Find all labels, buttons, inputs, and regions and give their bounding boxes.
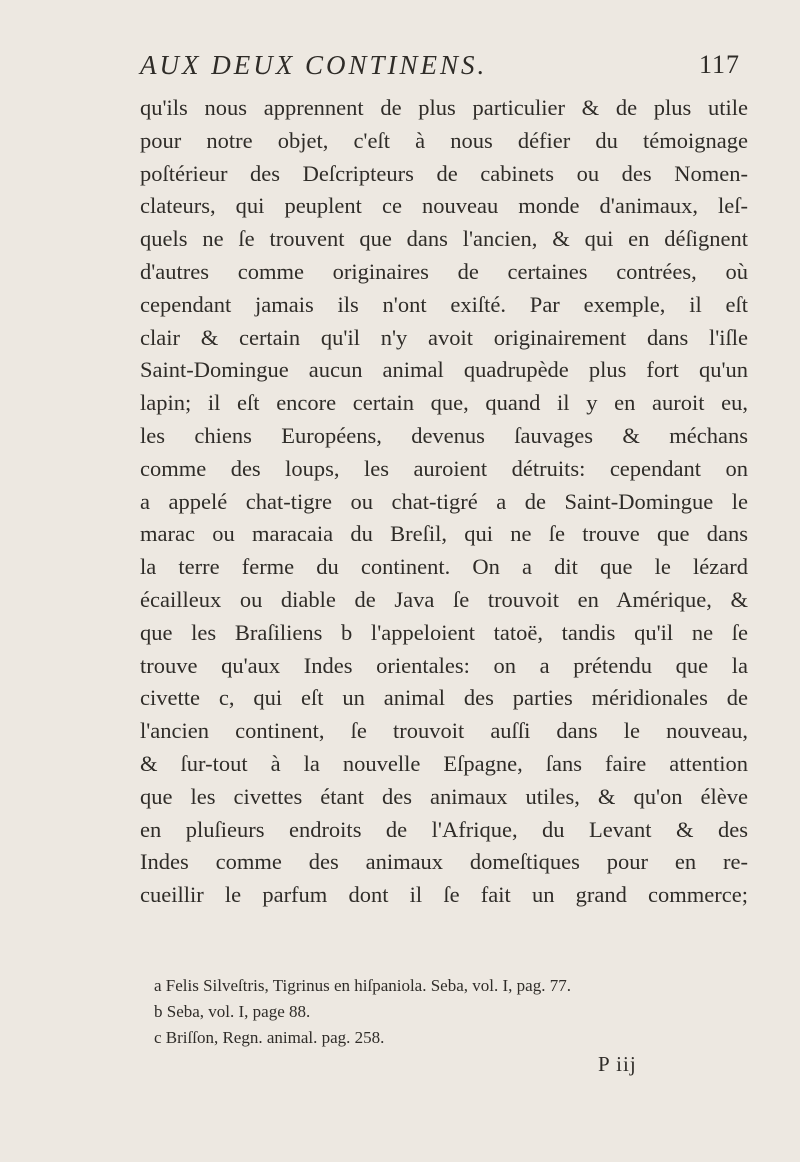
footnote-c: c Briſſon, Regn. animal. pag. 258. (154, 1028, 385, 1047)
text-line: civette c, qui eſt un animal des parties méridionales de (140, 685, 748, 711)
text-line: trouve qu'aux Indes orientales: on a prétendu que la (140, 652, 748, 678)
signature-mark: P iij (598, 1052, 637, 1076)
text-line: Saint-Domingue aucun animal quadrupède plus fort qu'un (140, 357, 748, 383)
text-line: marac ou maracaia du Breſil, qui ne ſe trouve que dans (140, 521, 748, 547)
text-line: que les Braſiliens b l'appeloient tatoë, tandis qu'il ne ſe (140, 619, 748, 645)
text-line: cueillir le parfum dont il ſe fait un grand commerce; (140, 882, 748, 908)
running-head (140, 50, 740, 90)
text-line: que les civettes étant des animaux utiles, & qu'on élève (140, 783, 748, 809)
text-line: les chiens Européens, devenus ſauvages & méchans (140, 422, 748, 448)
text-line: la terre ferme du continent. On a dit que le lézard (140, 554, 748, 580)
page-number: 117 (698, 50, 740, 79)
text-line: en pluſieurs endroits de l'Afrique, du Levant & des (140, 816, 748, 842)
text-line: cependant jamais ils n'ont exiſté. Par exemple, il eſt (140, 291, 748, 317)
text-line: comme des loups, les auroient détruits: cependant on (140, 455, 748, 481)
text-line: & ſur-tout à la nouvelle Eſpagne, ſans faire attention (140, 750, 748, 776)
body-text (140, 92, 748, 912)
text-line: écailleux ou diable de Java ſe trouvoit en Amérique, & (140, 586, 748, 612)
text-line: poſtérieur des Deſcripteurs de cabinets ou des Nomen- (140, 160, 748, 186)
footnotes (140, 973, 748, 1051)
text-line: d'autres comme originaires de certaines contrées, où (140, 258, 748, 284)
text-line: qu'ils nous apprennent de plus particulier & de plus utile (140, 95, 748, 120)
text-line: pour notre objet, c'eſt à nous défier du témoignage (140, 127, 748, 153)
text-line: lapin; il eſt encore certain que, quand il y en auroit eu, (140, 390, 748, 416)
text-line: clair & certain qu'il n'y avoit originairement dans l'iſle (140, 324, 748, 350)
text-line: l'ancien continent, ſe trouvoit auſſi dans le nouveau, (140, 718, 748, 744)
footnote-b: b Seba, vol. I, page 88. (154, 1002, 311, 1021)
running-title: AUX DEUX CONTINENS. (140, 50, 488, 80)
text-line: a appelé chat-tigre ou chat-tigré a de Saint-Domingue le (140, 488, 748, 514)
text-line: clateurs, qui peuplent ce nouveau monde d'animaux, leſ- (140, 193, 748, 219)
text-line: quels ne ſe trouvent que dans l'ancien, & qui en déſignent (140, 226, 748, 252)
text-line: Indes comme des animaux domeſtiques pour en re- (140, 849, 748, 875)
footnote-a: a Felis Silveſtris, Tigrinus en hiſpaniola. Seba, vol. I, pag. 77. (154, 976, 571, 995)
